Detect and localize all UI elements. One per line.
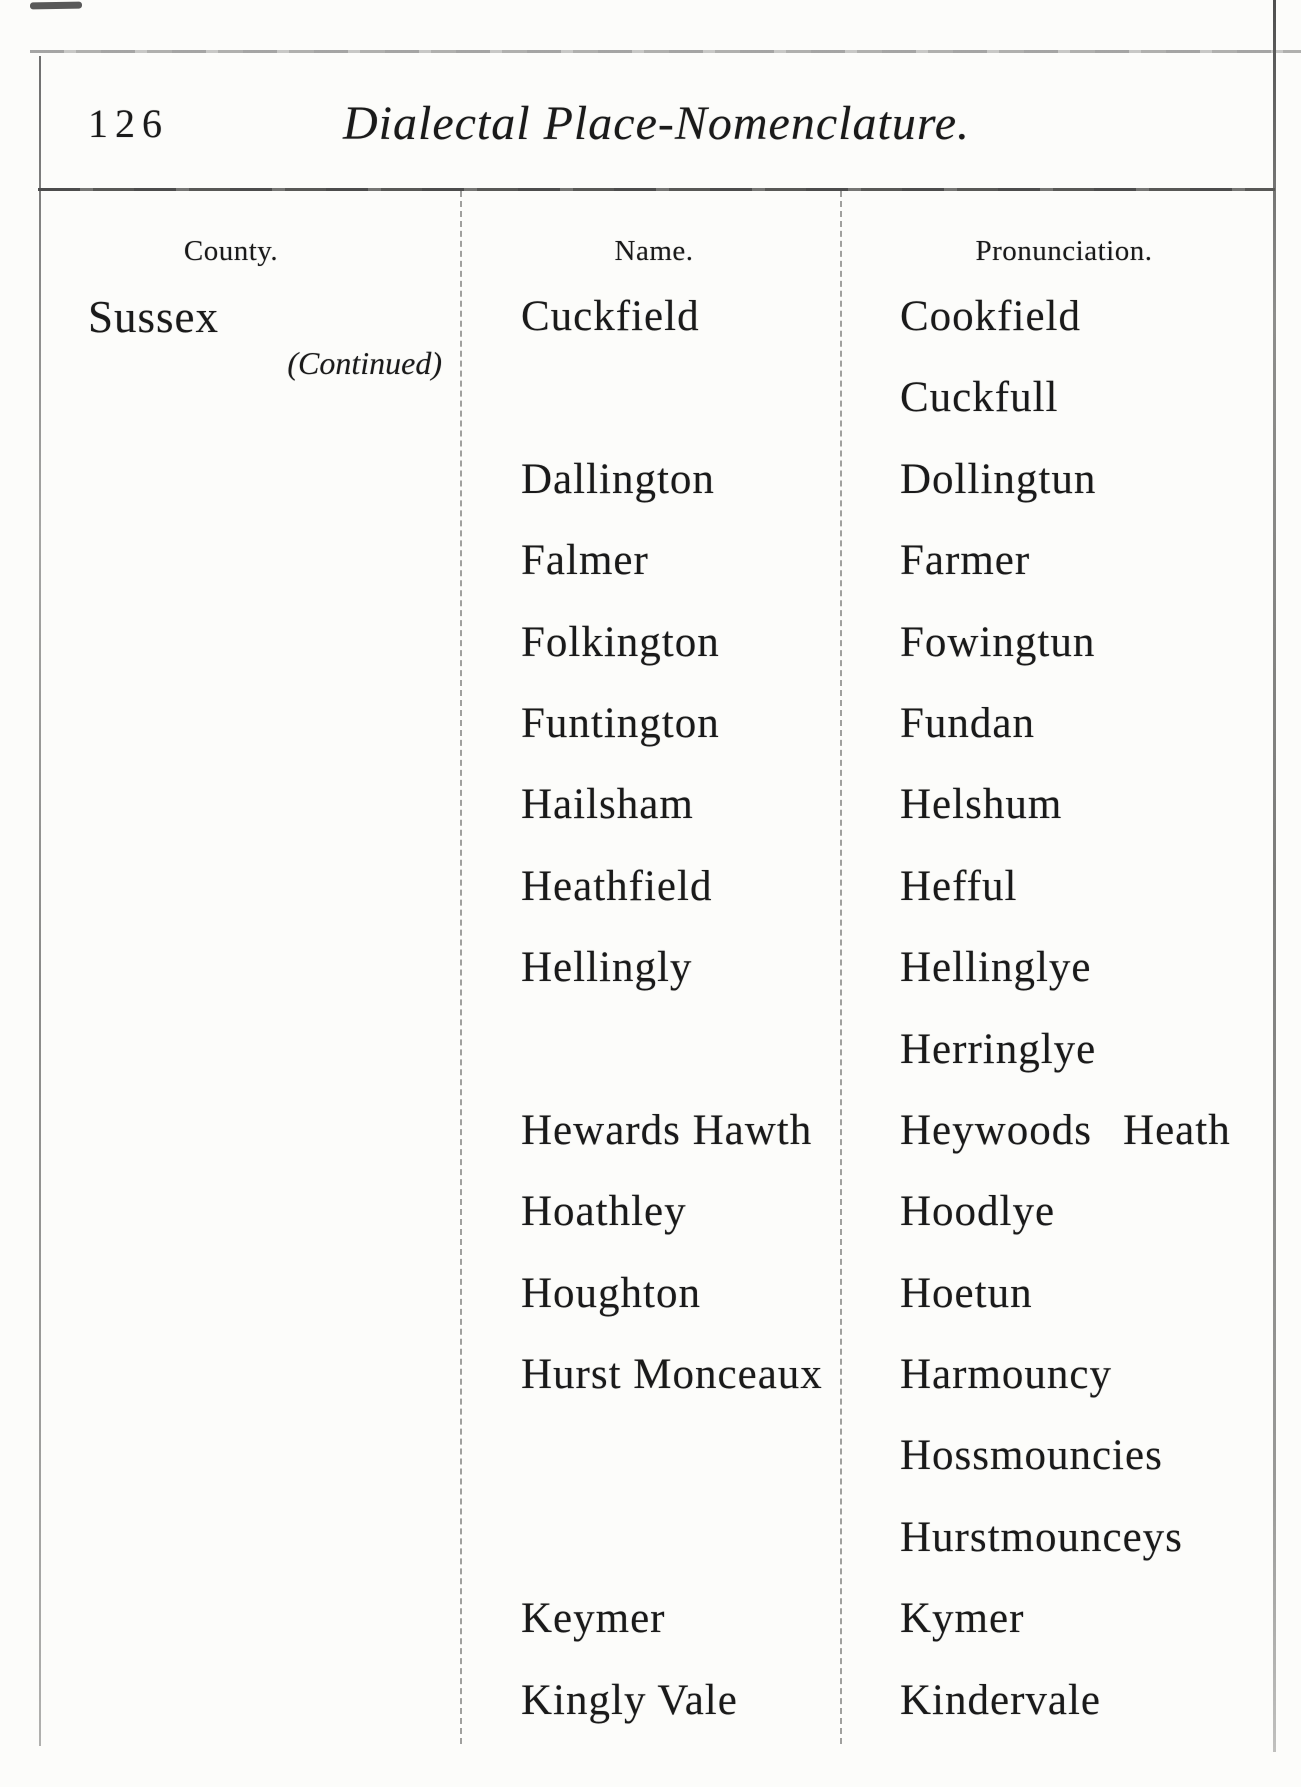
table-row (0, 1171, 1301, 1252)
pronunciation: Harmouncy (900, 1351, 1112, 1399)
table-row (0, 1334, 1301, 1415)
table-row (0, 602, 1301, 683)
table-row (0, 927, 1301, 1008)
place-name: Funtington (521, 699, 720, 747)
page-frame-top-rule (30, 50, 1301, 53)
table-row (0, 1090, 1301, 1171)
table-rows (0, 276, 1301, 1741)
place-name: Keymer (521, 1595, 666, 1643)
table-row (0, 1415, 1301, 1496)
place-name: Dallington (521, 455, 715, 503)
pronunciation: Hefful (900, 862, 1018, 910)
place-name: Hoathley (521, 1188, 687, 1236)
pronunciation: Farmer (900, 537, 1031, 585)
table-row (0, 520, 1301, 601)
pronunciation: Heywoods Heath (900, 1106, 1231, 1154)
column-header-name: Name. (614, 235, 694, 267)
place-name: Houghton (521, 1269, 701, 1317)
table-row (0, 276, 1301, 357)
county-entry: Sussex (88, 292, 220, 342)
column-header-county: County. (183, 235, 279, 267)
table-row (0, 1578, 1301, 1659)
pronunciation: Herringlye (900, 1025, 1097, 1073)
pronunciation: Cuckfull (900, 374, 1059, 422)
page-title: Dialectal Place-Nomenclature. (342, 97, 971, 150)
place-name: Falmer (521, 537, 649, 585)
place-name: Hailsham (521, 781, 694, 829)
place-name: Hurst Monceaux (521, 1351, 823, 1399)
page-number: 126 (88, 101, 169, 146)
place-name: Hewards Hawth (521, 1106, 813, 1154)
pronunciation: Cookfield (900, 293, 1081, 340)
pronunciation: Hurstmounceys (900, 1513, 1183, 1561)
table-row (0, 439, 1301, 520)
scan-artifact (30, 2, 82, 10)
place-name: Kingly Vale (521, 1676, 738, 1724)
pronunciation: Fundan (900, 699, 1035, 747)
pronunciation: Helshum (900, 781, 1063, 829)
table-row (0, 357, 1301, 438)
table-row (0, 1253, 1301, 1334)
pronunciation: Fowingtun (900, 618, 1096, 666)
pronunciation: Hellinglye (900, 944, 1092, 992)
place-name: Cuckfield (521, 293, 700, 340)
table-row (0, 1009, 1301, 1090)
county-continued-note: (Continued) (287, 345, 442, 381)
column-header-pronunciation: Pronunciation. (975, 235, 1153, 267)
table-row (0, 846, 1301, 927)
table-row (0, 1660, 1301, 1741)
table-row (0, 1497, 1301, 1578)
pronunciation: Dollingtun (900, 455, 1097, 503)
header-divider-rule (38, 188, 1275, 191)
pronunciation: Hoodlye (900, 1188, 1056, 1236)
place-name: Hellingly (521, 944, 693, 992)
table-row (0, 764, 1301, 845)
table-row (0, 683, 1301, 764)
pronunciation: Kindervale (900, 1676, 1102, 1724)
pronunciation: Hoetun (900, 1269, 1033, 1317)
place-name: Heathfield (521, 862, 713, 910)
pronunciation: Hossmouncies (900, 1432, 1163, 1480)
place-name: Folkington (521, 618, 720, 666)
pronunciation: Kymer (900, 1595, 1025, 1643)
